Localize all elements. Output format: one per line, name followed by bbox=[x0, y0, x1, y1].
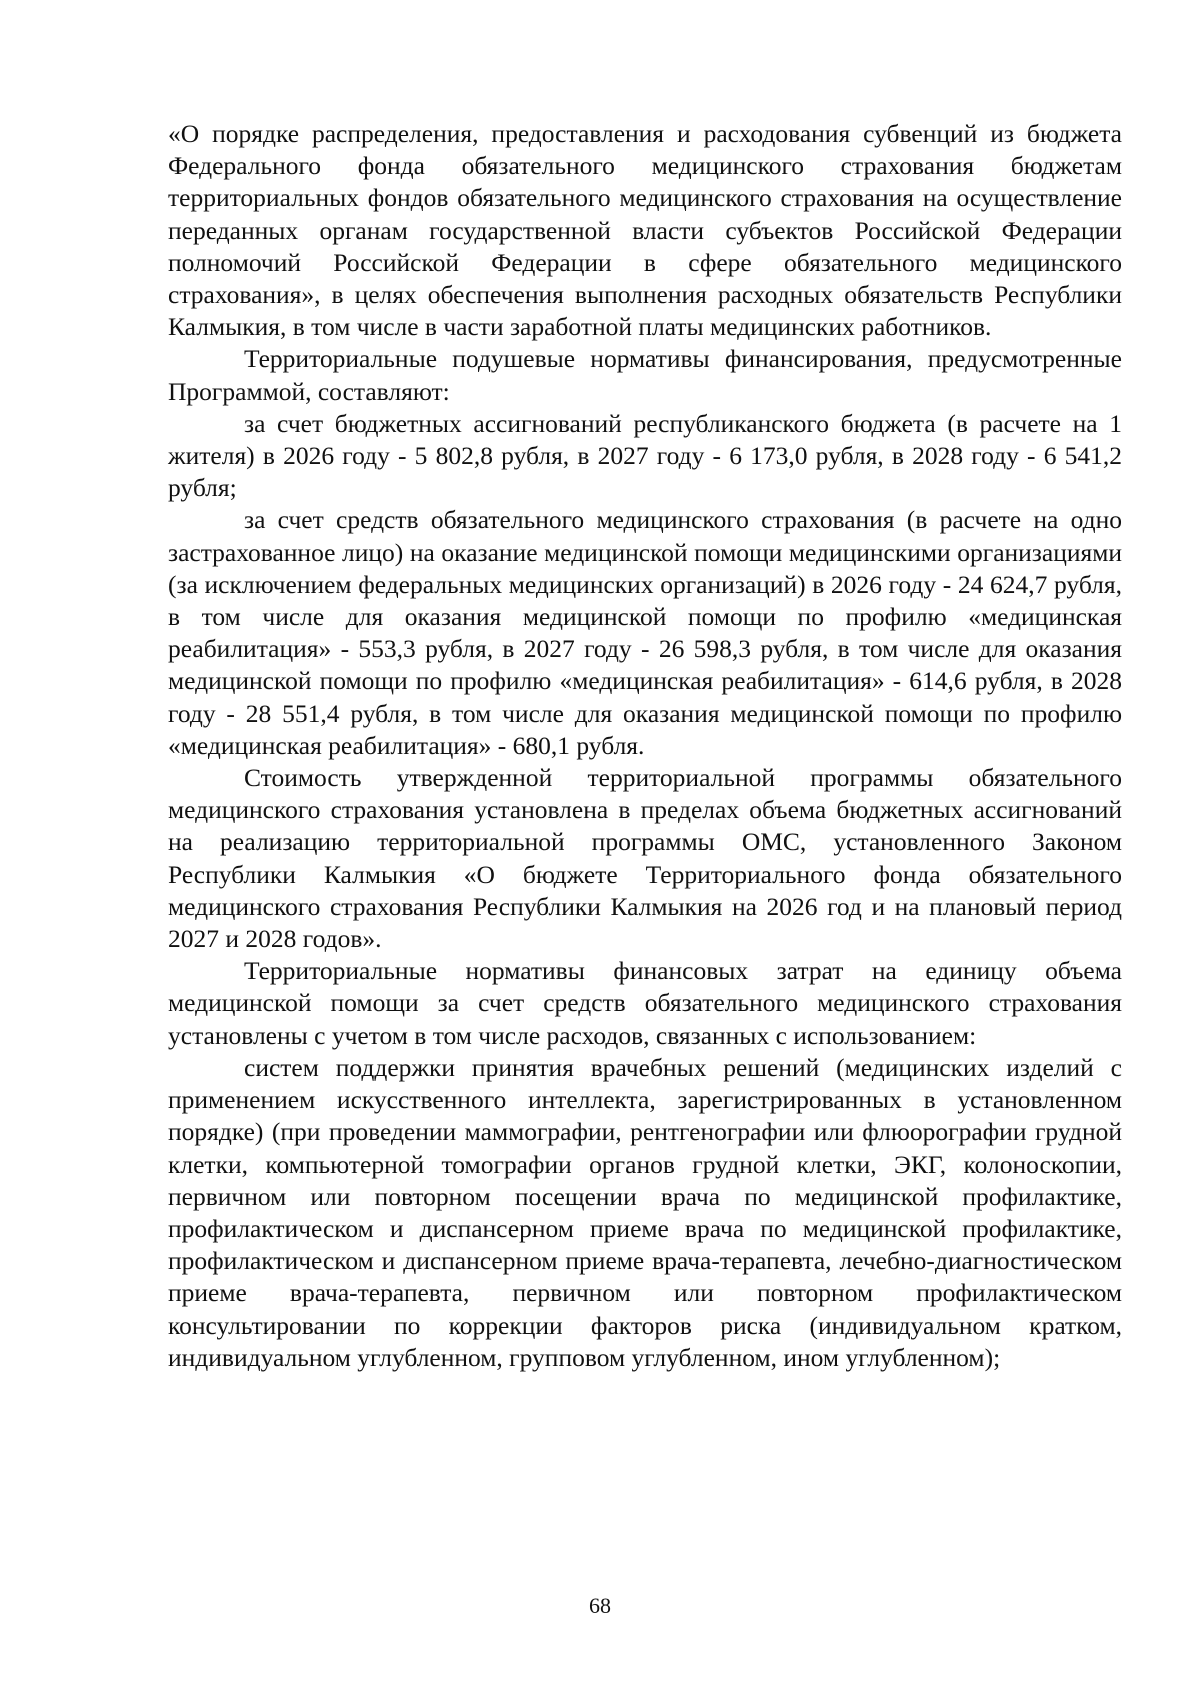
paragraph-decision-support-systems: систем поддержки принятия врачебных решений (медицинских изделий с применением искусственного интеллекта, зарегистрированных в установленном порядке) (при проведении маммографии, рентгенографии или флюорографии грудной клетки, компьютерной томографии органов грудной клетки, ЭКГ, колоноскопии, первичном или повторном посещении врача по медицинской профилактике, профилактическом и диспансерном приеме врача по медицинской профилактике, профилактическом и диспансерном приеме врача-терапевта, лечебно-диагностическом приеме врача-терапевта, первичном или повторном профилактическом консультировании по коррекции факторов риска (индивидуальном кратком, индивидуальном углубленном, групповом углубленном, ином углубленном); bbox=[168, 1052, 1122, 1372]
paragraph-continuation: «О порядке распределения, предоставления и расходования субвенций из бюджета Федерального фонда обязательного медицинского страхования бюджетам территориальных фондов обязательного медицинского страхования на осуществление переданных органам государственной власти субъектов Российской Федерации полномочий Российской Федерации в сфере обязательного медицинского страхования», в целях обеспечения выполнения расходных обязательств Республики Калмыкия, в том числе в части заработной платы медицинских работников. bbox=[168, 119, 1122, 342]
body-text bbox=[168, 118, 1122, 1374]
paragraph-cost-norms: Территориальные нормативы финансовых затрат на единицу объема медицинской помощи за счет средств обязательного медицинского страхования установлены с учетом в том числе расходов, связанных с использованием: bbox=[168, 956, 1122, 1050]
paragraph-budget-allocations: за счет бюджетных ассигнований республиканского бюджета (в расчете на 1 жителя) в 2026 году - 5 802,8 рубля, в 2027 году - 6 173,0 рубля, в 2028 году - 6 541,2 рубля; bbox=[168, 408, 1122, 503]
page-number: 68 bbox=[589, 1593, 611, 1618]
paragraph-oms-funds: за счет средств обязательного медицинского страхования (в расчете на одно застрахованное лицо) на оказание медицинской помощи медицинскими организациями (за исключением федеральных медицинских организаций) в 2026 году - 24 624,7 рубля, в том числе для оказания медицинской помощи по профилю «медицинская реабилитация» - 553,3 рубля, в 2027 году - 26 598,3 рубля, в том числе для оказания медицинской помощи по профилю «медицинская реабилитация» - 614,6 рубля, в 2028 году - 28 551,4 рубля, в том числе для оказания медицинской помощи по профилю «медицинская реабилитация» - 680,1 рубля. bbox=[168, 505, 1122, 760]
paragraph-program-cost: Стоимость утвержденной территориальной программы обязательного медицинского страхования установлена в пределах объема бюджетных ассигнований на реализацию территориальной программы ОМС, установленного Законом Республики Калмыкия «О бюджете Территориального фонда обязательного медицинского страхования Республики Калмыкия на 2026 год и на плановый период 2027 и 2028 годов». bbox=[168, 763, 1122, 954]
paragraph-per-capita-norms: Территориальные подушевые нормативы финансирования, предусмотренные Программой, составляют: bbox=[168, 344, 1122, 406]
